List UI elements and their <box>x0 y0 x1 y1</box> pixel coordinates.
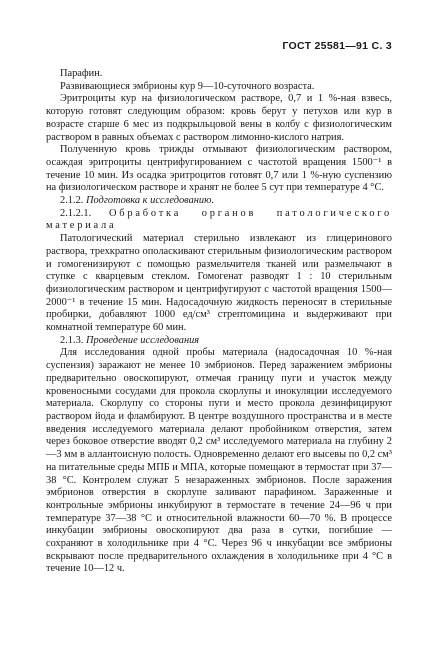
section-title: Обработка органов патологического материала <box>46 207 392 232</box>
section-title: Проведение исследования <box>86 334 200 346</box>
paragraph-investigation: Для исследования одной пробы материала (надосадочная 10 %-ная суспензия) заражают не менее 10 эмбрионов. Перед заражением эмбрионы предварительно овоскопируют, отмечая границу пуги и участок между кровеносными сосудами для прокола скорлупы и инокуляции исследуемого материала. Скорлупу со стороны пуги и место прокола дезинфицируют раствором йода и фламбируют. В центре воздушного пространства и в месте введения исследуемого материала делают пробойником отверстия, затем через боковое отверстие вводят 0,2 см³ исследуемого материала на глубину 2—3 мм в аллантоисную полость. Одновременно делают его высевы по 0,2 см³ на питательные среды МПБ и МПА, которые помещают в термостат при 37—38 °С. Контролем служат 5 незараженных эмбрионов. После заражения эмбрионов отверстия в скорлупе заливают парафином. Зараженные и контрольные эмбрионы инкубируют в термостате в течение 24—96 ч при температуре 37—38 °С и относительной влажности 60—70 %. В процессе инкубации эмбрионы овоскопируют два раза в сутки, погибшие — сохраняют в холодильнике при 4 °С. Через 96 ч инкубации все эмбрионы вскрывают после предварительного охлаждения в холодильнике при 4 °С в течение 10—12 ч. <box>46 347 392 575</box>
section-number: 2.1.2. <box>60 195 84 207</box>
section-number: 2.1.2.1. <box>60 207 92 219</box>
paragraph-blood-washing: Полученную кровь трижды отмывают физиологическим раствором, осаждая эритроциты центрифугированием с частотой вращения 1500⁻¹ в течение 10 мин. Из осадка эритроцитов готовят 0,7 или 1 %-ную суспензию на физиологическом растворе и хранят не более 5 сут при температуре 4 °С. <box>46 144 392 194</box>
paragraph-pathological-material: Патологический материал стерильно извлекают из глицеринового раствора, трехкратно ополаскивают стерильным физиологическим раствором и гомогенизируют с помощью размельчителя тканей или размельчают в ступке с кварцевым стеклом. Гомогенат разводят 1 : 10 стерильным физиологическим раствором и центрифугируют с частотой вращения 1500—2000⁻¹ в течение 15 мин. Надосадочную жидкость переносят в стерильные пробирки, добавляют 1000 ед/см³ стрептомицина и выдерживают при комнатной температуре 60 мин. <box>46 233 392 334</box>
page-header: ГОСТ 25581—91 С. 3 <box>282 40 392 52</box>
paragraph-erythrocytes: Эритроциты кур на физиологическом растворе, 0,7 и 1 %-ная взвесь, которую готовят следующим образом: кровь берут у петухов или кур в возрасте старше 6 мес из подкрыльцовой вены в колбу с физиологическим раствором в равных объемах с раствором лимонно-кислого натрия. <box>46 93 392 143</box>
section-title: Подготовка к исследованию. <box>86 195 215 207</box>
section-number: 2.1.3. <box>60 334 84 346</box>
section-2-1-3 <box>46 335 392 348</box>
paragraph-embryos: Развивающиеся эмбрионы кур 9—10-суточного возраста. <box>60 80 315 92</box>
section-2-1-2 <box>46 195 392 208</box>
body-text <box>46 68 392 576</box>
paragraph-paraffin: Парафин. <box>60 68 103 79</box>
section-2-1-2-1 <box>46 208 392 233</box>
